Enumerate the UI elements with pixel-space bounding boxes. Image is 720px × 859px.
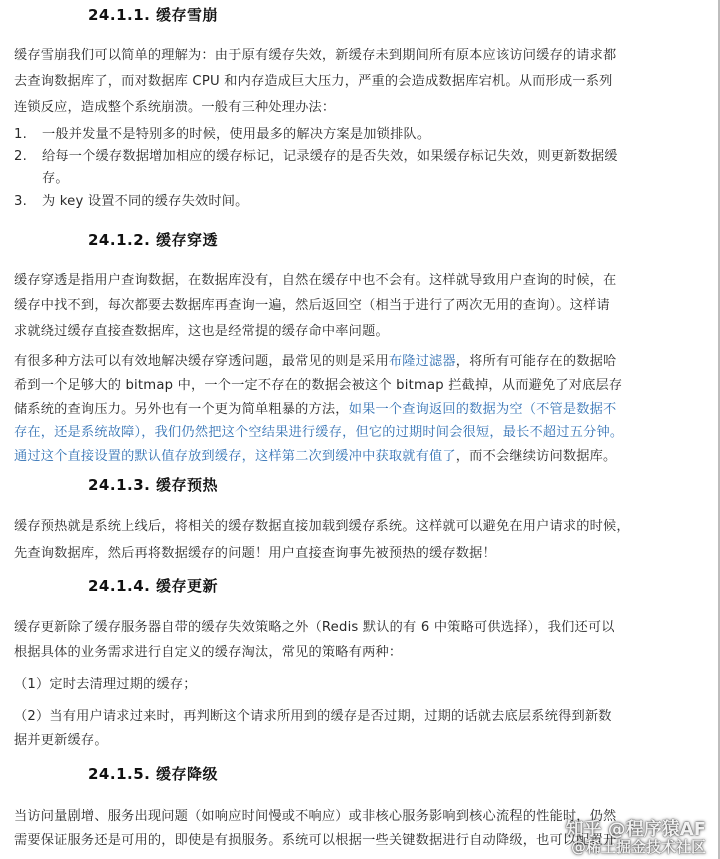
list-number: 1. <box>14 127 27 142</box>
section-heading-update <box>88 575 218 596</box>
watermark-zhihu: 知乎 @程序猿AF <box>565 819 706 840</box>
paragraph-line <box>14 445 616 464</box>
section-title: 缓存更新 <box>156 577 219 595</box>
paragraph-line: 希到一个足够大的 bitmap 中，一个一定不存在的数据会被这个 bitmap 拦截掉，从而避免了对底层存 <box>14 378 623 393</box>
list-item <box>14 145 618 164</box>
bloom-filter-link[interactable]: 布隆过滤器 <box>388 354 456 369</box>
section-number: 24.1.4. <box>88 577 151 595</box>
paragraph-line: 缓存更新除了缓存服务器自带的缓存失效策略之外（Redis 默认的有 6 中策略可供选择），我们还可以 <box>14 620 615 635</box>
watermark-juejin: @稀土掘金技术社区 <box>570 838 706 856</box>
paragraph-line: 缓存雪崩我们可以简单的理解为：由于原有缓存失效，新缓存未到期间所有原本应该访问缓存的请求都 <box>14 48 617 63</box>
section-number: 24.1.3. <box>88 476 151 494</box>
list-item-continuation: 存。 <box>42 171 69 186</box>
paragraph-line <box>14 350 616 369</box>
section-heading-avalanche <box>88 4 218 25</box>
paragraph-line: 去查询数据库了，而对数据库 CPU 和内存造成巨大压力，严重的会造成数据库宕机。从而形成一系列 <box>14 74 613 89</box>
paragraph-line: 连锁反应，造成整个系统崩溃。一般有三种处理办法： <box>14 100 336 115</box>
section-heading-penetration <box>88 229 218 250</box>
text-span: 储系统的查询压力。另外也有一个更为简单粗暴的方法， <box>14 402 349 417</box>
paragraph-line: 求就绕过缓存直接查数据库，这也是经常提的缓存命中率问题。 <box>14 324 389 339</box>
highlighted-text: 如果一个查询返回的数据为空（不管是数据不 <box>348 402 617 417</box>
paragraph-line <box>14 398 616 417</box>
list-item: （1）定时去清理过期的缓存； <box>14 677 197 692</box>
section-number: 24.1.2. <box>88 231 151 249</box>
paragraph-line: 需要保证服务还是可用的，即使是有损服务。系统可以根据一些关键数据进行自动降级，也可以配置开 <box>14 833 617 848</box>
list-item <box>14 190 249 209</box>
section-title: 缓存降级 <box>156 765 219 783</box>
list-item-continuation: 据并更新缓存。 <box>14 733 108 748</box>
list-number: 3. <box>14 194 27 209</box>
paragraph-line: 先查询数据库，然后再将数据缓存的问题！用户直接查询事先被预热的缓存数据！ <box>14 546 496 561</box>
section-heading-degrade <box>88 763 218 784</box>
section-title: 缓存雪崩 <box>156 6 219 24</box>
list-text: 给每一个缓存数据增加相应的缓存标记，记录缓存的是否失效，如果缓存标记失效，则更新数据缓 <box>42 149 618 164</box>
text-span: ，而不会继续访问数据库。 <box>455 449 617 464</box>
section-title: 缓存预热 <box>156 476 219 494</box>
list-text: 一般并发量不是特别多的时候，使用最多的解决方案是加锁排队。 <box>42 127 431 142</box>
text-span: ，将所有可能存在的数据哈 <box>455 354 617 369</box>
section-title: 缓存穿透 <box>156 231 219 249</box>
highlighted-line: 存在，还是系统故障），我们仍然把这个空结果进行缓存，但它的过期时间会很短，最长不超过五分钟。 <box>14 425 624 440</box>
section-heading-warmup <box>88 474 218 495</box>
list-text: 为 key 设置不同的缓存失效时间。 <box>42 194 249 209</box>
list-item: （2）当有用户请求过来时，再判断这个请求所用到的缓存是否过期，过期的话就去底层系统得到新数 <box>14 709 612 724</box>
paragraph-line: 缓存预热就是系统上线后，将相关的缓存数据直接加载到缓存系统。这样就可以避免在用户请求的时候， <box>14 519 630 534</box>
paragraph-line: 根据具体的业务需求进行自定义的缓存淘汰，常见的策略有两种： <box>14 645 403 660</box>
section-number: 24.1.5. <box>88 765 151 783</box>
paragraph-line: 当访问量剧增、服务出现问题（如响应时间慢或不响应）或非核心服务影响到核心流程的性能时，仍然 <box>14 809 617 824</box>
list-number: 2. <box>14 149 27 164</box>
highlighted-text: 通过这个直接设置的默认值存放到缓存，这样第二次到缓冲中获取就有值了 <box>14 449 456 464</box>
paragraph-line: 缓存中找不到，每次都要去数据库再查询一遍，然后返回空（相当于进行了两次无用的查询）。这样请 <box>14 298 610 313</box>
list-item <box>14 123 430 142</box>
text-span: 有很多种方法可以有效地解决缓存穿透问题，最常见的则是采用 <box>14 354 389 369</box>
paragraph-line: 缓存穿透是指用户查询数据，在数据库没有，自然在缓存中也不会有。这样就导致用户查询的时候，在 <box>14 273 617 288</box>
section-number: 24.1.1. <box>88 6 151 24</box>
